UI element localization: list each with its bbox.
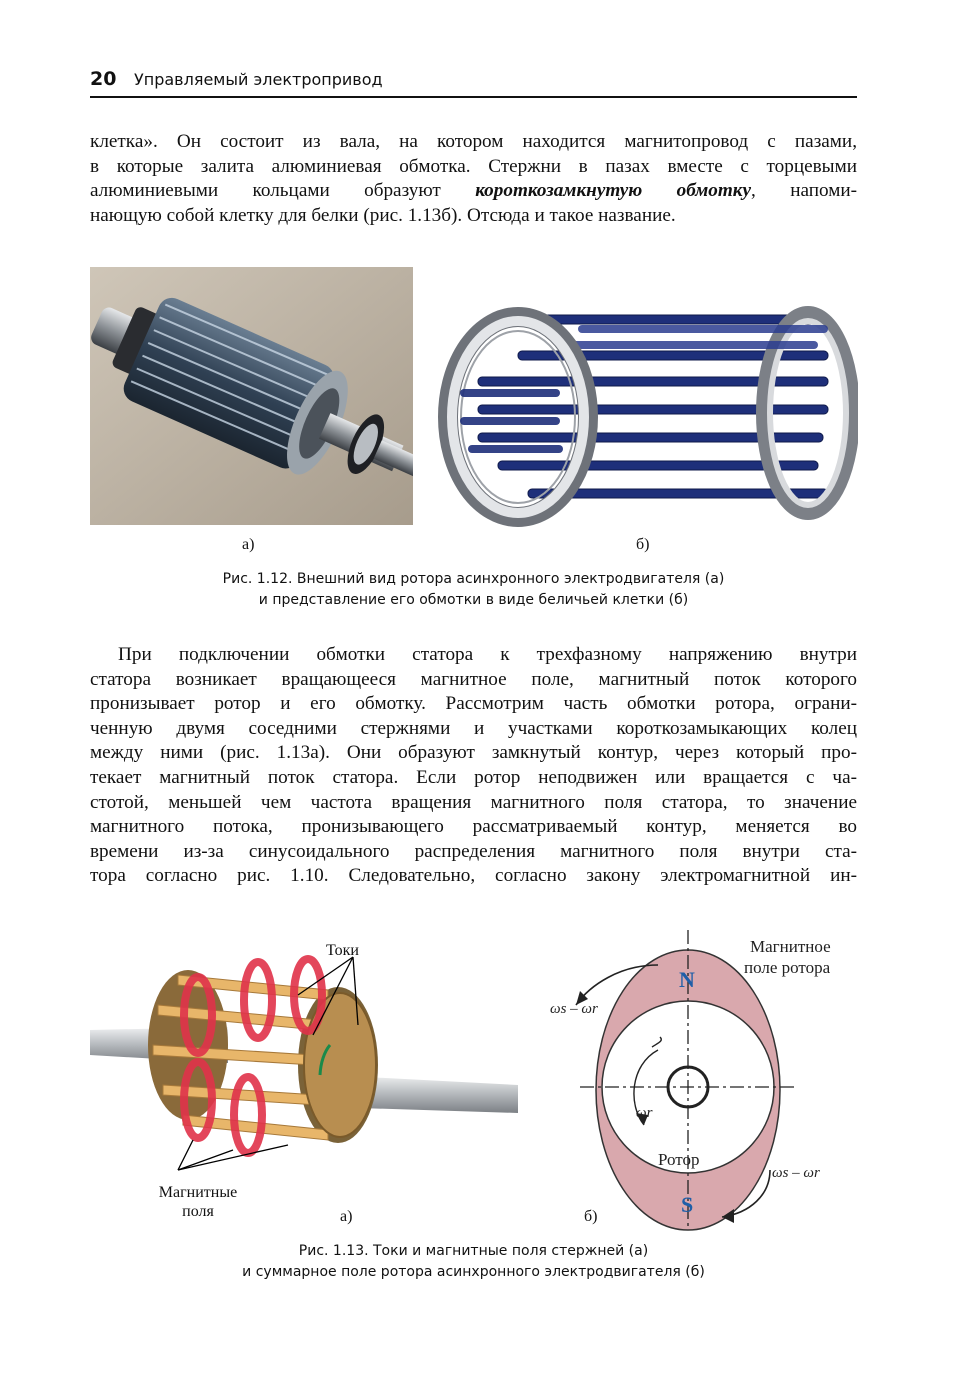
text-line: нающую собой клетку для белки (рис. 1.13б). Отсюда и такое название.	[90, 204, 676, 226]
page-number: 20	[90, 68, 117, 90]
north-pole-label: N	[679, 967, 695, 992]
text-line: При подключении обмотки статора к трехфазному напряжению внутри	[118, 644, 857, 665]
text-line: алюминиевыми кольцами образуют короткозамкнутую обмотку, напоми-	[90, 180, 858, 202]
slip-speed-label-bottom: ωs – ωr	[772, 1165, 820, 1181]
rotor-label: Ротор	[658, 1150, 700, 1169]
paragraph-intro	[90, 130, 857, 228]
currents-label: Токи	[326, 942, 359, 959]
paragraph-main	[90, 643, 857, 889]
rotor-field-label-line2: поле ротора	[744, 958, 831, 977]
text-line: в которые залита алюминиевая обмотка. Стержни в пазах вместе с торцевыми	[90, 155, 857, 177]
rotor-speed-label: ωr	[636, 1105, 653, 1121]
emphasis-term: короткозамкнутую обмотку	[475, 180, 752, 202]
figure-sublabel-a: а)	[340, 1208, 353, 1225]
text-line: ченную двумя соседними стержнями и участками короткозамыкающих колец	[90, 717, 857, 739]
text-line: тора согласно рис. 1.10. Следовательно, согласно закону электромагнитной ин-	[90, 865, 857, 887]
text-line: времени из-за синусоидального распределения магнитного поля внутри ста-	[90, 840, 857, 862]
text-line: текает магнитный поток статора. Если ротор неподвижен или вращается с ча-	[90, 766, 857, 788]
text-line: стотой, меньшей чем частота вращения магнитного поля статора, то значение	[90, 791, 857, 813]
rotor-field-label-line1: Магнитное	[750, 937, 831, 956]
figure-sublabel-b: б)	[584, 1208, 598, 1225]
rotor-field-diagram	[540, 925, 860, 1235]
figure-sublabel-b: б)	[636, 536, 650, 553]
text-line: пронизывает ротор и его обмотку. Рассмотрим часть обмотки ротора, ограни-	[90, 693, 857, 715]
rotor-currents-diagram	[88, 935, 528, 1225]
text-line: клетка». Он состоит из вала, на котором находится магнитопровод с пазами,	[90, 131, 857, 152]
south-pole-label: S	[681, 1192, 694, 1217]
slip-speed-label-top: ωs – ωr	[550, 1001, 598, 1017]
text-line: магнитного потока, пронизывающего рассматриваемый контур, меняется во	[90, 816, 857, 838]
figure-sublabel-a: а)	[242, 536, 255, 553]
text-line: статора возникает вращающееся магнитное поле, магнитный поток которого	[90, 668, 857, 690]
text-line: между ними (рис. 1.13а). Они образуют замкнутый контур, через который про-	[90, 742, 857, 764]
running-title: Управляемый электропривод	[134, 70, 383, 89]
squirrel-cage-drawing	[438, 305, 858, 527]
page-header	[90, 66, 857, 98]
figure-caption: Рис. 1.13. Токи и магнитные поля стержней (а) и суммарное поле ротора асинхронного электродвигателя (б)	[242, 1243, 705, 1280]
rotor-photo	[90, 267, 413, 525]
magnetic-fields-label: Магнитные поля	[158, 1184, 238, 1220]
figure-caption: Рис. 1.12. Внешний вид ротора асинхронного электродвигателя (а) и представление его обмотки в виде беличьей клетки (б)	[222, 571, 725, 608]
